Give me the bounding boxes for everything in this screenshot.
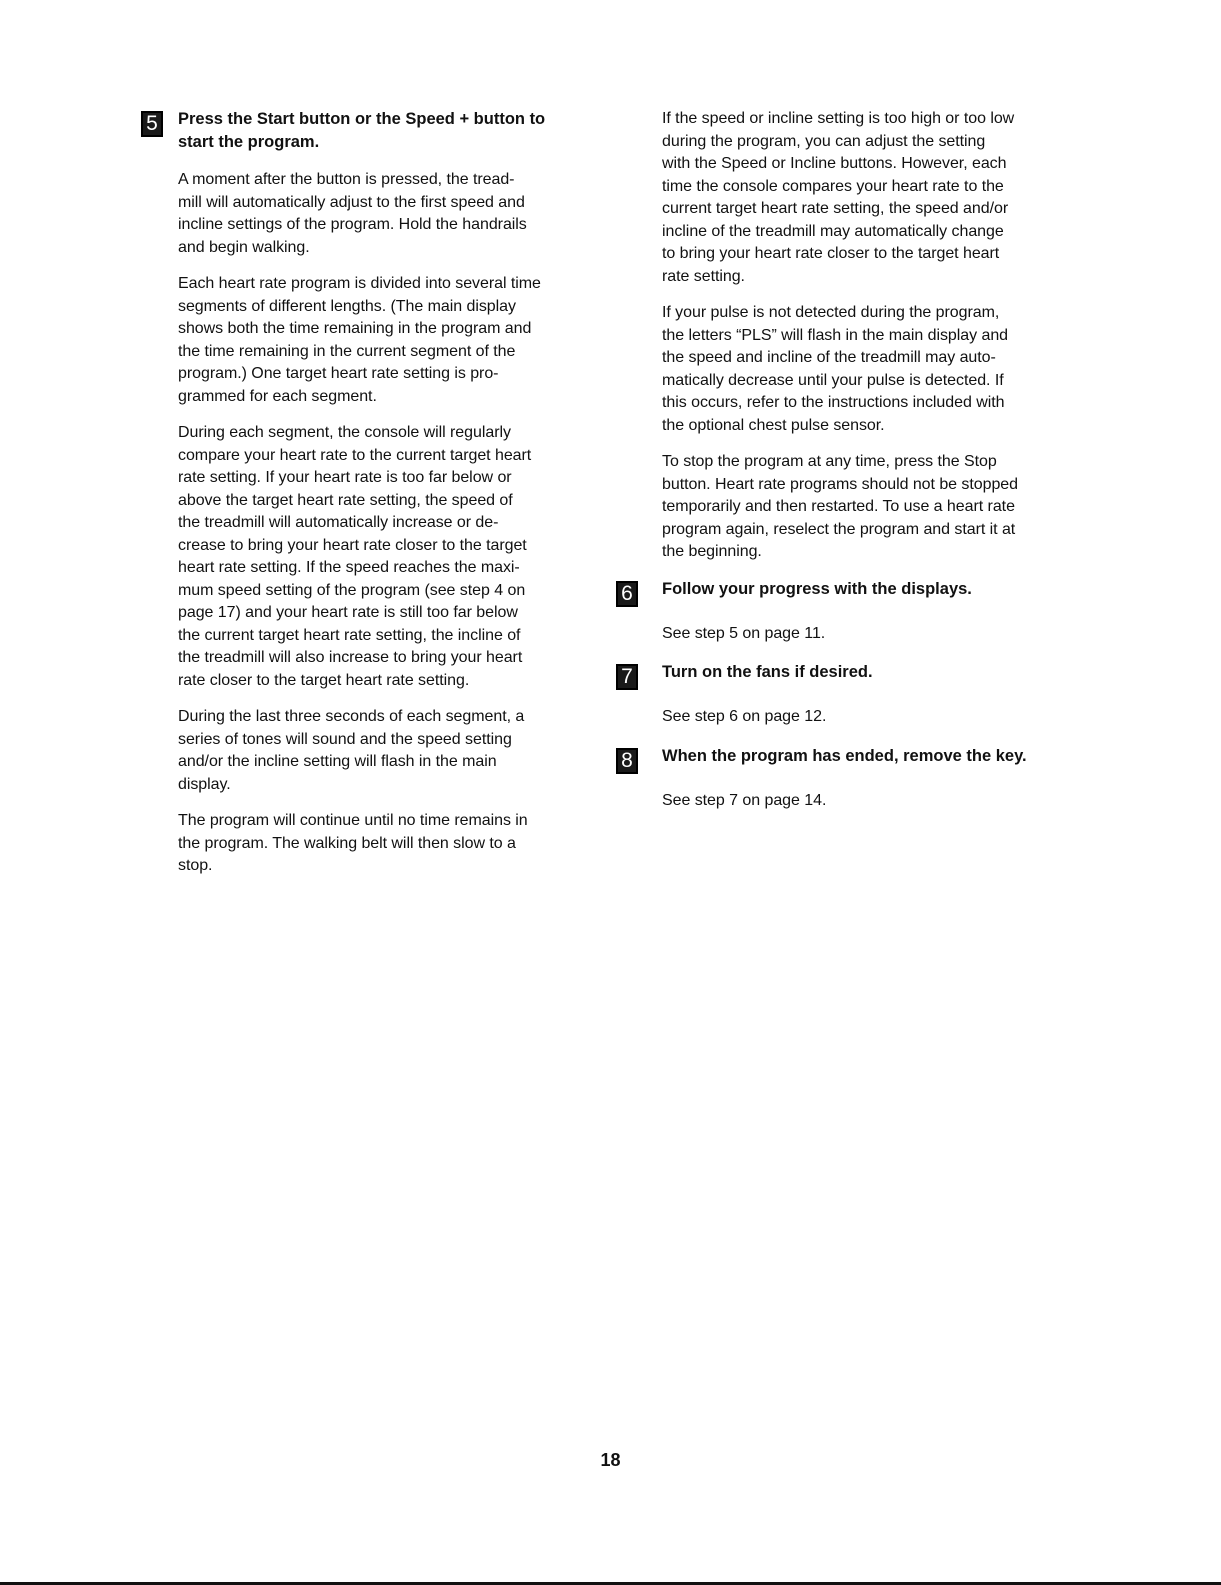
step-7-title: Turn on the fans if desired. [662, 663, 873, 681]
step-7-heading [616, 661, 1086, 690]
step-8-body: See step 7 on page 14. [662, 791, 827, 809]
page-number: 18 [600, 1450, 621, 1470]
left-paragraph-4: During the last three seconds of each segment, a series of tones will sound and the speed setting and/or the incline setting will flash in the main display. [178, 708, 525, 793]
right-paragraph-3: To stop the program at any time, press the Stop button. Heart rate programs should not be stopped temporarily and then restarted. To use a heart rate program again, reselect the program and start it at the beginning. [662, 453, 1018, 560]
step-8-title: When the program has ended, remove the key. [662, 746, 1027, 765]
step-6-title: Follow your progress with the displays. [662, 579, 972, 598]
step-6-body: See step 5 on page 11. [662, 624, 826, 642]
step-7-number-badge: 7 [616, 664, 638, 690]
right-paragraph-2: If your pulse is not detected during the program, the letters “PLS” will flash in the main display and the speed and incline of the treadmill may auto- matically decrease until your pulse is detected. If this occurs, refer to the instructions included with the optional chest pulse sensor. [662, 304, 1009, 434]
step-6-heading [616, 578, 1086, 607]
step-6-number-badge: 6 [616, 581, 638, 607]
left-column [141, 108, 611, 878]
left-paragraph-5: The program will continue until no time remains in the program. The walking belt will then slow to a stop. [178, 812, 528, 874]
step-5-number-badge: 5 [141, 111, 163, 137]
left-paragraph-1: A moment after the button is pressed, the tread- mill will automatically adjust to the first speed and incline settings of the program. Hold the handrails and begin walking. [178, 171, 527, 256]
step-5-title: Press the Start button or the Speed + button to start the program. [178, 110, 546, 151]
right-paragraph-1: If the speed or incline setting is too high or too low during the program, you can adjust the setting with the Speed or Incline buttons. However, each time the console compares your heart rate to the current target heart rate setting, the speed and/or incline of the treadmill may automatically change to bring your heart rate closer to the target heart rate setting. [662, 110, 1015, 285]
step-8-heading [616, 745, 1086, 774]
step-5-heading [141, 108, 611, 154]
step-7-body: See step 6 on page 12. [662, 708, 827, 725]
right-column [616, 108, 1086, 812]
left-paragraph-2: Each heart rate program is divided into several time segments of different lengths. (The main display shows both the time remaining in the program and the time remaining in the current segment of the program.) One target heart rate setting is pro- grammed for each segment. [178, 275, 541, 405]
left-paragraph-3: During each segment, the console will regularly compare your heart rate to the current target heart rate setting. If your heart rate is too far below or above the target heart rate setting, the speed of the treadmill will automatically increase or de- crease to bring your heart rate closer to the target heart rate setting. If the speed reaches the maxi- mum speed setting of the program (see step 4 on page 17) and your heart rate is still too far below the current target heart rate setting, the incline of the treadmill will also increase to bring your heart rate closer to the target heart rate setting. [178, 424, 532, 689]
step-8-number-badge: 8 [616, 748, 638, 774]
